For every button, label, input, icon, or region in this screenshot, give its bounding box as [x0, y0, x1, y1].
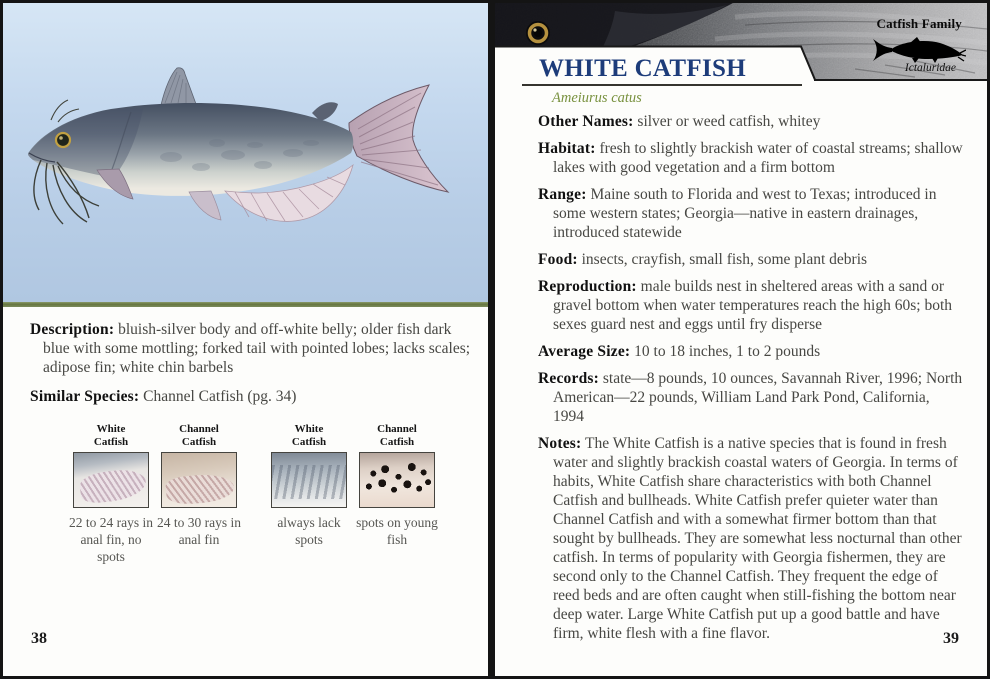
comparison-title: White Catfish	[291, 423, 327, 448]
nasal-barbels	[51, 100, 79, 122]
similar-species-paragraph	[30, 387, 476, 406]
section-habitat: Habitat: fresh to slightly brackish water of coastal streams; shallow lakes with good vegetation and a firm bottom	[538, 140, 963, 176]
description-paragraph	[30, 320, 476, 377]
comparison-title: Channel Catfish	[377, 423, 417, 448]
channel-catfish-anal-fin-photo	[161, 452, 237, 508]
comparison-caption: 22 to 24 rays in anal fin, no spots	[69, 515, 153, 564]
comparison-item	[353, 423, 441, 565]
right-page	[495, 3, 987, 676]
description-label: Description:	[30, 321, 115, 338]
family-tab-label: Catfish Family	[876, 16, 962, 31]
scientific-name: Ameiurus catus	[552, 90, 642, 106]
section-food: Food: insects, crayfish, small fish, some plant debris	[538, 251, 868, 268]
section-label: Reproduction:	[538, 278, 637, 295]
section-other-names: Other Names: silver or weed catfish, whitey	[538, 113, 821, 130]
comparison-item	[67, 423, 155, 565]
family-tab-latin: Ictaluridae	[904, 62, 956, 74]
title-underline	[522, 84, 802, 86]
section-label: Habitat:	[538, 140, 596, 157]
section-label: Range:	[538, 186, 587, 203]
catfish-silhouette-icon	[872, 36, 966, 63]
section-label: Average Size:	[538, 343, 631, 360]
page-number-right: 39	[943, 630, 959, 647]
section-records: Records: state—8 pounds, 10 ounces, Savannah River, 1996; North American—22 pounds, William Land Park Pond, California, 1994	[538, 370, 963, 425]
description-text: bluish-silver body and off-white belly; older fish dark blue with some mottling; forked tail with pointed lobes; lacks scales; adipose fin; white chin barbels	[43, 321, 471, 376]
white-catfish-anal-fin-photo	[73, 452, 149, 508]
section-label: Food:	[538, 251, 578, 268]
comparison-title: Channel Catfish	[179, 423, 219, 448]
species-title: WHITE CATFISH	[539, 55, 746, 82]
fish-illustration-area	[3, 3, 488, 302]
section-range: Range: Maine south to Florida and west to Texas; introduced in some western states; Georgia—native in eastern drainages, introduced statewide	[538, 186, 937, 241]
comparison-caption: spots on young fish	[356, 515, 438, 547]
channel-catfish-spots-photo	[359, 452, 435, 508]
similar-species-label: Similar Species:	[30, 388, 140, 405]
comparison-caption: always lack spots	[277, 515, 341, 547]
white-catfish-side-photo	[271, 452, 347, 508]
section-label: Other Names:	[538, 113, 634, 130]
white-catfish-illustration	[11, 49, 477, 255]
section-notes: Notes: The White Catfish is a native species that is found in fresh water and slightly brackish coastal waters of Georgia. In terms of habits, White Catfish share characteristics with both Channel Catfish and bullheads. White Catfish prefer quieter water than Channel Catfish and with a somewhat firmer bottom than that sought by bullheads. They are somewhat less nocturnal than other catfish. In terms of popularity with Georgia fishermen, they are second only to the Channel Catfish. They frequent the edge of reed beds and are often caught when still-fishing the bottom near deep water. Large White Catfish put up a good battle and have firm, white flesh with a fine flavor.	[538, 435, 962, 642]
species-sections	[538, 112, 964, 651]
section-label: Records:	[538, 370, 599, 387]
left-page-text	[3, 307, 488, 565]
pelvic-fin	[189, 191, 221, 220]
comparison-item	[265, 423, 353, 565]
left-page	[3, 3, 488, 676]
comparison-strip	[67, 423, 476, 565]
similar-species-text: Channel Catfish (pg. 34)	[143, 388, 297, 405]
page-number-left: 38	[31, 630, 47, 647]
section-reproduction: Reproduction: male builds nest in sheltered areas with a sand or gravel bottom when water temperatures reach the high 60s; both sexes guard nest and eggs until fry disperse	[538, 278, 952, 333]
comparison-item	[155, 423, 243, 565]
section-label: Notes:	[538, 435, 582, 452]
section-average-size: Average Size: 10 to 18 inches, 1 to 2 pounds	[538, 343, 821, 360]
tail-fin	[349, 85, 448, 192]
comparison-caption: 24 to 30 rays in anal fin	[157, 515, 241, 547]
comparison-title: White Catfish	[93, 423, 129, 448]
